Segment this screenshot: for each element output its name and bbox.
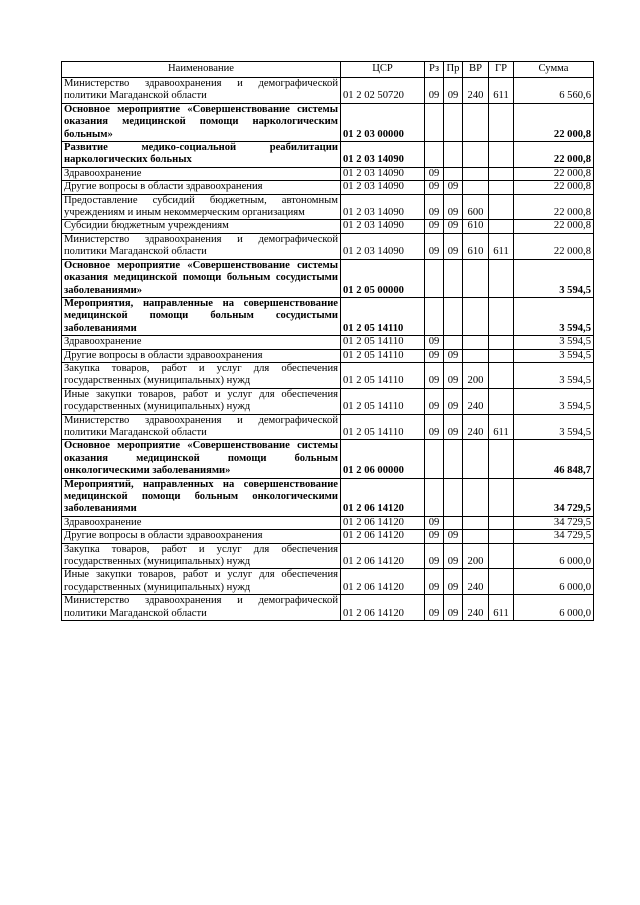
cell-pr <box>444 336 463 349</box>
budget-table <box>61 61 594 621</box>
cell-gr <box>489 530 514 543</box>
cell-gr: 611 <box>489 414 514 440</box>
table-row <box>62 167 594 180</box>
cell-pr <box>444 478 463 516</box>
header-sum: Сумма <box>514 62 594 78</box>
cell-rz: 09 <box>425 530 444 543</box>
cell-rz: 09 <box>425 78 444 104</box>
table-row <box>62 194 594 220</box>
cell-rz: 09 <box>425 336 444 349</box>
cell-csr: 01 2 03 14090 <box>341 194 425 220</box>
cell-rz: 09 <box>425 349 444 362</box>
cell-sum: 6 000,0 <box>514 543 594 569</box>
cell-csr: 01 2 05 14110 <box>341 336 425 349</box>
cell-sum: 22 000,8 <box>514 194 594 220</box>
cell-rz <box>425 478 444 516</box>
cell-vr: 600 <box>463 194 489 220</box>
cell-gr <box>489 181 514 194</box>
cell-rz <box>425 440 444 478</box>
table-row <box>62 142 594 168</box>
table-row <box>62 181 594 194</box>
cell-rz: 09 <box>425 167 444 180</box>
cell-pr <box>444 167 463 180</box>
cell-csr: 01 2 03 14090 <box>341 167 425 180</box>
cell-gr <box>489 569 514 595</box>
cell-sum: 6 000,0 <box>514 595 594 621</box>
cell-vr <box>463 478 489 516</box>
cell-name: Здравоохранение <box>62 167 341 180</box>
cell-gr <box>489 103 514 141</box>
table-row <box>62 362 594 388</box>
table-row <box>62 569 594 595</box>
table-row <box>62 233 594 259</box>
cell-gr <box>489 388 514 414</box>
cell-name: Субсидии бюджетным учреждениям <box>62 220 341 233</box>
table-row <box>62 349 594 362</box>
cell-rz: 09 <box>425 595 444 621</box>
cell-csr: 01 2 06 14120 <box>341 543 425 569</box>
cell-csr: 01 2 03 00000 <box>341 103 425 141</box>
cell-gr <box>489 362 514 388</box>
cell-rz: 09 <box>425 181 444 194</box>
cell-vr <box>463 142 489 168</box>
cell-pr <box>444 297 463 335</box>
table-row <box>62 336 594 349</box>
cell-pr: 09 <box>444 233 463 259</box>
cell-pr <box>444 103 463 141</box>
cell-sum: 6 560,6 <box>514 78 594 104</box>
cell-gr <box>489 543 514 569</box>
cell-gr <box>489 220 514 233</box>
cell-gr <box>489 478 514 516</box>
cell-pr: 09 <box>444 530 463 543</box>
cell-sum: 3 594,5 <box>514 414 594 440</box>
cell-name: Другие вопросы в области здравоохранения <box>62 181 341 194</box>
cell-vr <box>463 297 489 335</box>
cell-csr: 01 2 05 14110 <box>341 388 425 414</box>
table-row <box>62 78 594 104</box>
cell-sum: 22 000,8 <box>514 181 594 194</box>
table-row <box>62 595 594 621</box>
cell-pr <box>444 516 463 529</box>
cell-name: Основное мероприятие «Совершенствование системы оказания медицинской помощи больным онкологическими заболеваниями» <box>62 440 341 478</box>
cell-rz: 09 <box>425 220 444 233</box>
table-header <box>62 62 594 78</box>
header-row <box>62 62 594 78</box>
cell-sum: 3 594,5 <box>514 362 594 388</box>
cell-pr: 09 <box>444 220 463 233</box>
cell-csr: 01 2 02 50720 <box>341 78 425 104</box>
table-row <box>62 103 594 141</box>
table-row <box>62 414 594 440</box>
cell-name: Закупка товаров, работ и услуг для обеспечения государственных (муниципальных) нужд <box>62 543 341 569</box>
table-row <box>62 530 594 543</box>
cell-vr: 240 <box>463 388 489 414</box>
cell-csr: 01 2 06 14120 <box>341 569 425 595</box>
cell-csr: 01 2 05 14110 <box>341 362 425 388</box>
cell-sum: 46 848,7 <box>514 440 594 478</box>
cell-sum: 3 594,5 <box>514 259 594 297</box>
cell-vr <box>463 530 489 543</box>
cell-name: Министерство здравоохранения и демографической политики Магаданской области <box>62 233 341 259</box>
cell-pr: 09 <box>444 595 463 621</box>
cell-rz <box>425 142 444 168</box>
cell-csr: 01 2 05 14110 <box>341 297 425 335</box>
cell-sum: 3 594,5 <box>514 297 594 335</box>
cell-pr <box>444 259 463 297</box>
cell-vr: 240 <box>463 595 489 621</box>
cell-csr: 01 2 06 14120 <box>341 595 425 621</box>
cell-pr: 09 <box>444 181 463 194</box>
cell-pr: 09 <box>444 194 463 220</box>
table-row <box>62 478 594 516</box>
cell-name: Иные закупки товаров, работ и услуг для обеспечения государственных (муниципальных) нужд <box>62 569 341 595</box>
cell-pr: 09 <box>444 388 463 414</box>
cell-csr: 01 2 05 14110 <box>341 349 425 362</box>
cell-rz <box>425 297 444 335</box>
cell-sum: 22 000,8 <box>514 167 594 180</box>
cell-vr: 610 <box>463 220 489 233</box>
cell-csr: 01 2 06 14120 <box>341 478 425 516</box>
cell-rz <box>425 259 444 297</box>
cell-sum: 22 000,8 <box>514 142 594 168</box>
cell-sum: 22 000,8 <box>514 103 594 141</box>
cell-vr: 200 <box>463 362 489 388</box>
cell-name: Мероприятий, направленных на совершенствование медицинской помощи больным онкологическими заболеваниями <box>62 478 341 516</box>
cell-rz: 09 <box>425 362 444 388</box>
cell-csr: 01 2 06 00000 <box>341 440 425 478</box>
cell-pr <box>444 440 463 478</box>
cell-pr <box>444 142 463 168</box>
header-gr: ГР <box>489 62 514 78</box>
cell-sum: 3 594,5 <box>514 336 594 349</box>
cell-gr <box>489 349 514 362</box>
cell-csr: 01 2 03 14090 <box>341 142 425 168</box>
table-row <box>62 440 594 478</box>
cell-pr: 09 <box>444 362 463 388</box>
cell-vr <box>463 349 489 362</box>
cell-sum: 22 000,8 <box>514 220 594 233</box>
cell-sum: 34 729,5 <box>514 516 594 529</box>
header-vr: ВР <box>463 62 489 78</box>
cell-gr <box>489 167 514 180</box>
cell-name: Другие вопросы в области здравоохранения <box>62 349 341 362</box>
cell-vr <box>463 516 489 529</box>
cell-rz: 09 <box>425 414 444 440</box>
cell-vr <box>463 440 489 478</box>
cell-vr: 240 <box>463 78 489 104</box>
cell-vr: 610 <box>463 233 489 259</box>
cell-rz: 09 <box>425 516 444 529</box>
cell-gr <box>489 194 514 220</box>
cell-name: Мероприятия, направленные на совершенствование медицинской помощи больным сосудистыми заболеваниями <box>62 297 341 335</box>
cell-gr <box>489 440 514 478</box>
cell-vr <box>463 167 489 180</box>
cell-gr <box>489 297 514 335</box>
cell-name: Развитие медико-социальной реабилитации наркологических больных <box>62 142 341 168</box>
cell-rz: 09 <box>425 194 444 220</box>
cell-name: Иные закупки товаров, работ и услуг для обеспечения государственных (муниципальных) нужд <box>62 388 341 414</box>
table-row <box>62 297 594 335</box>
cell-rz: 09 <box>425 233 444 259</box>
cell-sum: 6 000,0 <box>514 569 594 595</box>
cell-csr: 01 2 03 14090 <box>341 220 425 233</box>
cell-vr <box>463 336 489 349</box>
cell-sum: 3 594,5 <box>514 388 594 414</box>
cell-pr: 09 <box>444 414 463 440</box>
cell-sum: 3 594,5 <box>514 349 594 362</box>
cell-csr: 01 2 03 14090 <box>341 233 425 259</box>
cell-name: Министерство здравоохранения и демографической политики Магаданской области <box>62 595 341 621</box>
cell-name: Другие вопросы в области здравоохранения <box>62 530 341 543</box>
table-row <box>62 220 594 233</box>
cell-csr: 01 2 03 14090 <box>341 181 425 194</box>
cell-vr: 240 <box>463 414 489 440</box>
cell-name: Здравоохранение <box>62 336 341 349</box>
cell-pr: 09 <box>444 349 463 362</box>
cell-vr <box>463 181 489 194</box>
cell-gr <box>489 516 514 529</box>
table-row <box>62 259 594 297</box>
cell-sum: 22 000,8 <box>514 233 594 259</box>
cell-rz: 09 <box>425 388 444 414</box>
cell-csr: 01 2 06 14120 <box>341 516 425 529</box>
cell-gr <box>489 142 514 168</box>
cell-gr <box>489 259 514 297</box>
header-pr: Пр <box>444 62 463 78</box>
cell-sum: 34 729,5 <box>514 530 594 543</box>
header-rz: Рз <box>425 62 444 78</box>
cell-name: Закупка товаров, работ и услуг для обеспечения государственных (муниципальных) нужд <box>62 362 341 388</box>
cell-pr: 09 <box>444 78 463 104</box>
cell-gr: 611 <box>489 233 514 259</box>
cell-rz: 09 <box>425 543 444 569</box>
cell-name: Здравоохранение <box>62 516 341 529</box>
cell-name: Министерство здравоохранения и демографической политики Магаданской области <box>62 414 341 440</box>
cell-vr: 200 <box>463 543 489 569</box>
cell-vr: 240 <box>463 569 489 595</box>
table-row <box>62 516 594 529</box>
cell-name: Основное мероприятие «Совершенствование системы оказания медицинской помощи наркологическим больным» <box>62 103 341 141</box>
cell-pr: 09 <box>444 543 463 569</box>
table-body <box>62 78 594 621</box>
header-csr: ЦСР <box>341 62 425 78</box>
cell-csr: 01 2 06 14120 <box>341 530 425 543</box>
cell-vr <box>463 259 489 297</box>
cell-name: Основное мероприятие «Совершенствование системы оказания медицинской помощи больным сосудистыми заболеваниями» <box>62 259 341 297</box>
table-row <box>62 543 594 569</box>
cell-gr <box>489 336 514 349</box>
cell-name: Предоставление субсидий бюджетным, автономным учреждениям и иным некоммерческим организациям <box>62 194 341 220</box>
cell-sum: 34 729,5 <box>514 478 594 516</box>
cell-csr: 01 2 05 14110 <box>341 414 425 440</box>
cell-csr: 01 2 05 00000 <box>341 259 425 297</box>
header-name: Наименование <box>62 62 341 78</box>
cell-name: Министерство здравоохранения и демографической политики Магаданской области <box>62 78 341 104</box>
cell-gr: 611 <box>489 78 514 104</box>
cell-rz <box>425 103 444 141</box>
cell-pr: 09 <box>444 569 463 595</box>
cell-vr <box>463 103 489 141</box>
cell-gr: 611 <box>489 595 514 621</box>
cell-rz: 09 <box>425 569 444 595</box>
table-row <box>62 388 594 414</box>
